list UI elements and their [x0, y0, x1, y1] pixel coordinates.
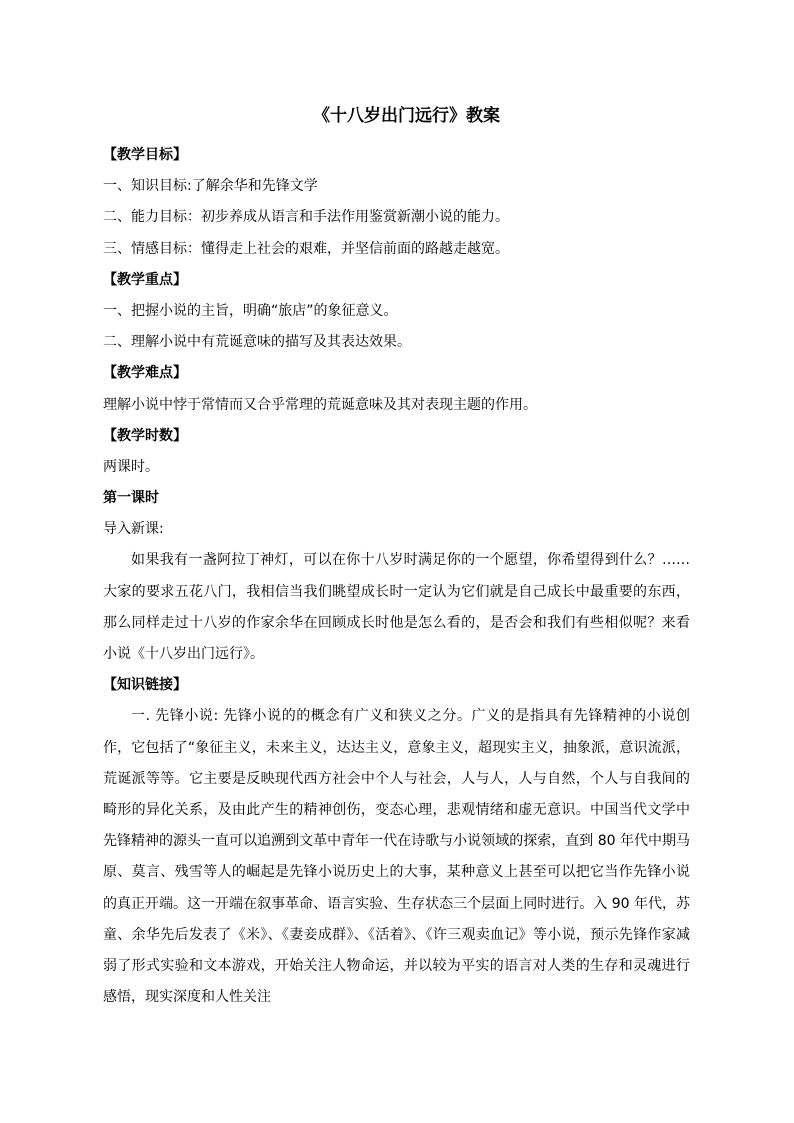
- intro-paragraph: 如果我有一盏阿拉丁神灯，可以在你十八岁时满足你的一个愿望，你希望得到什么？……大家的要求五花八门，我相信当我们眺望成长时一定认为它们就是自己成长中最重要的东西，那么同样走过十八岁的作家余华在回顾成长时他是怎么看的，是否会和我们有些相似呢？来看小说《十八岁出门远行》。: [103, 552, 690, 663]
- goal-ability: 二、能力目标：初步养成从语言和手法作用鉴赏新潮小说的能力。: [103, 209, 509, 226]
- key-point-1: 一、把握小说的主旨，明确“旅店”的象征意义。: [103, 302, 398, 319]
- goal-knowledge: 一、知识目标:了解余华和先锋文学: [103, 178, 318, 195]
- knowledge-heading: 【知识链接】: [103, 677, 187, 694]
- goals-heading: 【教学目标】: [103, 147, 187, 163]
- lesson1-heading: 第一课时: [103, 490, 159, 507]
- key-point-2: 二、理解小说中有荒诞意味的描写及其表达效果。: [103, 334, 411, 351]
- difficulty-text: 理解小说中悖于常情而又合乎常理的荒诞意味及其对表现主题的作用。: [103, 396, 537, 413]
- intro-label: 导入新课:: [103, 521, 164, 538]
- hours-heading: 【教学时数】: [103, 427, 187, 444]
- difficulty-heading: 【教学难点】: [103, 365, 187, 382]
- document-title: 《十八岁出门远行》教案: [313, 106, 500, 126]
- goal-emotion: 三、情感目标：懂得走上社会的艰难，并坚信前面的路越走越宽。: [103, 240, 509, 257]
- key-points-heading: 【教学重点】: [103, 271, 187, 288]
- document-page: [103, 100, 690, 1013]
- knowledge-paragraph: 一. 先锋小说: 先锋小说的的概念有广义和狭义之分。广义的是指具有先锋精神的小说创作，它包括了“象征主义，未来主义，达达主义，意象主义，超现实主义，抽象派，意识流派，荒诞派等等。它主要是反映现代西方社会中个人与社会，人与人，人与自然，个人与自我间的畸形的异化关系，及由此产生的精神创伤，变态心理，悲观情绪和虚无意识。中国当代文学中先锋精神的源头一直可以追溯到文革中青年一代在诗歌与小说领域的探索，直到 80 年代中期马原、莫言、残雪等人的崛起是先锋小说历史上的大事，某种意义上甚至可以把它当作先锋小说的真正开端。这一开端在叙事革命、语言实验、生存状态三个层面上同时进行。入 90 年代，苏童、余华先后发表了《米》、《妻妾成群》、《活着》、《许三观卖血记》等小说，预示先锋作家减弱了形式实验和文本游戏，开始关注人物命运，并以较为平实的语言对人类的生存和灵魂进行感悟，现实深度和人性关注: [103, 708, 690, 1006]
- hours-text: 两课时。: [103, 458, 159, 475]
